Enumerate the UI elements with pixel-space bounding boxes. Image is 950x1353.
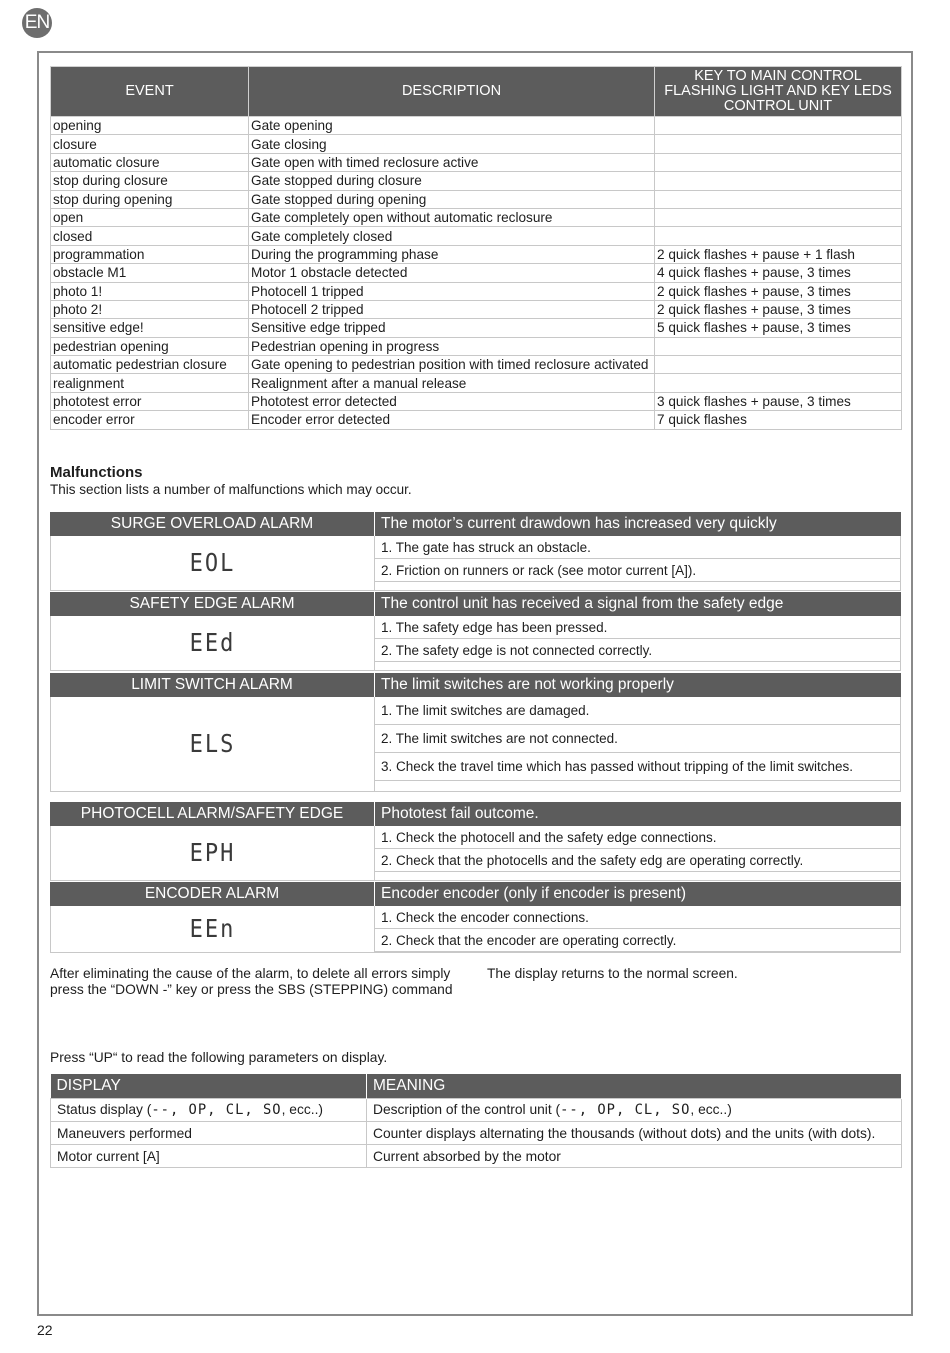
event-cell: programmation <box>51 245 249 263</box>
event-cell: obstacle M1 <box>51 264 249 282</box>
event-cell: closure <box>51 135 249 153</box>
event-cell: automatic closure <box>51 153 249 171</box>
events-table <box>50 66 902 430</box>
key-cell <box>655 374 902 392</box>
alarm-items <box>375 826 900 880</box>
description-cell: Motor 1 obstacle detected <box>249 264 655 282</box>
column-header-meaning: MEANING <box>367 1074 902 1099</box>
reset-result-note: The display returns to the normal screen. <box>487 966 738 981</box>
event-cell: phototest error <box>51 392 249 410</box>
table-row <box>51 135 902 153</box>
alarm-name: PHOTOCELL ALARM/SAFETY EDGE <box>50 802 375 826</box>
description-cell: Gate completely closed <box>249 227 655 245</box>
error-code-display: EEn <box>189 914 236 944</box>
event-cell: automatic pedestrian closure <box>51 356 249 374</box>
table-row <box>51 1145 902 1168</box>
alarm-header <box>50 592 901 616</box>
alarm-body <box>50 536 901 591</box>
error-code-display: EOL <box>189 548 236 578</box>
table-row <box>51 172 902 190</box>
alarm-cause: Phototest fail outcome. <box>375 802 901 826</box>
description-cell: Gate opening <box>249 117 655 135</box>
alarm-body <box>50 826 901 881</box>
display-cell: Maneuvers performed <box>51 1122 367 1145</box>
description-cell: During the programming phase <box>249 245 655 263</box>
key-cell: 5 quick flashes + pause, 3 times <box>655 319 902 337</box>
column-header-description: DESCRIPTION <box>249 67 655 117</box>
description-cell: Gate open with timed reclosure active <box>249 153 655 171</box>
event-cell: photo 1! <box>51 282 249 300</box>
description-cell: Gate stopped during opening <box>249 190 655 208</box>
table-row <box>51 374 902 392</box>
alarm-item: 2. The safety edge is not connected correctly. <box>375 639 900 662</box>
description-cell: Phototest error detected <box>249 392 655 410</box>
alarm-body <box>50 906 901 953</box>
alarm-cause: The motor’s current drawdown has increased very quickly <box>375 512 901 536</box>
alarm-name: ENCODER ALARM <box>50 882 375 906</box>
key-cell <box>655 172 902 190</box>
alarm-item: 1. The limit switches are damaged. <box>375 697 900 725</box>
event-cell: photo 2! <box>51 300 249 318</box>
cell-text: , ecc..) <box>690 1102 732 1117</box>
malfunctions-title: Malfunctions <box>50 464 143 481</box>
event-cell: stop during opening <box>51 190 249 208</box>
cell-text: Status display ( <box>57 1102 152 1117</box>
table-row <box>51 356 902 374</box>
alarm-item: 2. The limit switches are not connected. <box>375 725 900 753</box>
press-up-instruction: Press “UP“ to read the following parameters on display. <box>50 1050 388 1065</box>
table-row <box>51 411 902 429</box>
key-cell: 4 quick flashes + pause, 3 times <box>655 264 902 282</box>
alarm-cause: The control unit has received a signal from the safety edge <box>375 592 901 616</box>
alarm-spacer-row <box>375 872 900 880</box>
alarm-item: 1. Check the encoder connections. <box>375 906 900 929</box>
table-row <box>51 208 902 226</box>
alarm-cause: The limit switches are not working properly <box>375 673 901 697</box>
display-table <box>50 1074 902 1168</box>
alarm-code-cell <box>51 536 375 590</box>
event-cell: realignment <box>51 374 249 392</box>
alarm-name: SAFETY EDGE ALARM <box>50 592 375 616</box>
alarm-item: 1. Check the photocell and the safety edge connections. <box>375 826 900 849</box>
description-cell: Encoder error detected <box>249 411 655 429</box>
event-cell: opening <box>51 117 249 135</box>
table-row <box>51 227 902 245</box>
table-row <box>51 1122 902 1145</box>
alarm-cause: Encoder encoder (only if encoder is present) <box>375 882 901 906</box>
description-cell: Sensitive edge tripped <box>249 319 655 337</box>
alarm-block <box>50 592 901 671</box>
event-cell: closed <box>51 227 249 245</box>
alarm-header <box>50 673 901 697</box>
alarm-header <box>50 802 901 826</box>
event-cell: encoder error <box>51 411 249 429</box>
description-cell: Realignment after a manual release <box>249 374 655 392</box>
alarm-item: 3. Check the travel time which has passed without tripping of the limit switches. <box>375 753 900 781</box>
alarm-spacer-row <box>375 582 900 590</box>
events-table-body <box>51 117 902 430</box>
event-cell: stop during closure <box>51 172 249 190</box>
key-cell: 2 quick flashes + pause + 1 flash <box>655 245 902 263</box>
key-cell <box>655 337 902 355</box>
alarm-block <box>50 882 901 953</box>
meaning-cell <box>367 1099 902 1122</box>
display-cell <box>51 1099 367 1122</box>
key-cell <box>655 190 902 208</box>
description-cell: Pedestrian opening in progress <box>249 337 655 355</box>
table-row <box>51 282 902 300</box>
language-badge: EN <box>22 8 52 38</box>
table-row <box>51 319 902 337</box>
table-row <box>51 117 902 135</box>
alarm-item: 2. Check that the photocells and the safety edg are operating correctly. <box>375 849 900 872</box>
alarm-code-cell <box>51 697 375 791</box>
page-number: 22 <box>37 1322 53 1338</box>
error-code-display: EEd <box>189 628 236 658</box>
table-row <box>51 245 902 263</box>
alarm-item: 2. Friction on runners or rack (see motor current [A]). <box>375 559 900 582</box>
key-cell <box>655 153 902 171</box>
description-cell: Photocell 2 tripped <box>249 300 655 318</box>
alarm-name: LIMIT SWITCH ALARM <box>50 673 375 697</box>
reset-note: After eliminating the cause of the alarm, to delete all errors simply press the “DOWN -” key or press the SBS (STEPPING) command <box>50 966 453 997</box>
cell-text: , ecc..) <box>281 1102 324 1117</box>
alarm-block <box>50 512 901 591</box>
error-code-display: ELS <box>189 729 236 759</box>
status-codes: --, OP, CL, SO <box>560 1102 691 1118</box>
error-code-display: EPH <box>189 838 236 868</box>
description-cell: Gate completely open without automatic reclosure <box>249 208 655 226</box>
column-header-key: KEY TO MAIN CONTROL FLASHING LIGHT AND KEY LEDS CONTROL UNIT <box>655 67 902 117</box>
alarm-spacer-row <box>375 662 900 670</box>
table-row <box>51 264 902 282</box>
alarm-name: SURGE OVERLOAD ALARM <box>50 512 375 536</box>
events-table-header <box>51 67 902 117</box>
cell-text: Description of the control unit ( <box>373 1102 561 1117</box>
table-row <box>51 153 902 171</box>
alarm-block <box>50 673 901 792</box>
event-cell: open <box>51 208 249 226</box>
event-cell: sensitive edge! <box>51 319 249 337</box>
key-cell <box>655 208 902 226</box>
alarm-spacer-row <box>375 781 900 791</box>
meaning-cell: Current absorbed by the motor <box>367 1145 902 1168</box>
malfunctions-subtitle: This section lists a number of malfunctions which may occur. <box>50 482 412 497</box>
description-cell: Photocell 1 tripped <box>249 282 655 300</box>
column-header-event: EVENT <box>51 67 249 117</box>
key-cell: 2 quick flashes + pause, 3 times <box>655 300 902 318</box>
table-row <box>51 300 902 318</box>
alarm-items <box>375 616 900 670</box>
key-cell <box>655 117 902 135</box>
alarm-items <box>375 536 900 590</box>
alarm-code-cell <box>51 906 375 952</box>
alarm-body <box>50 616 901 671</box>
alarm-item: 1. The safety edge has been pressed. <box>375 616 900 639</box>
alarm-item: 1. The gate has struck an obstacle. <box>375 536 900 559</box>
key-cell: 2 quick flashes + pause, 3 times <box>655 282 902 300</box>
alarm-code-cell <box>51 826 375 880</box>
meaning-cell: Counter displays alternating the thousands (without dots) and the units (with dots). <box>367 1122 902 1145</box>
alarm-body <box>50 697 901 792</box>
table-row <box>51 392 902 410</box>
key-cell: 3 quick flashes + pause, 3 times <box>655 392 902 410</box>
table-row <box>51 337 902 355</box>
alarm-header <box>50 882 901 906</box>
key-cell: 7 quick flashes <box>655 411 902 429</box>
alarm-code-cell <box>51 616 375 670</box>
key-cell <box>655 227 902 245</box>
description-cell: Gate closing <box>249 135 655 153</box>
status-codes: --, OP, CL, SO <box>151 1102 282 1118</box>
table-row <box>51 190 902 208</box>
display-table-header <box>51 1074 902 1099</box>
alarm-items <box>375 906 900 952</box>
description-cell: Gate opening to pedestrian position with timed reclosure activated <box>249 356 655 374</box>
event-cell: pedestrian opening <box>51 337 249 355</box>
alarm-items <box>375 697 900 791</box>
description-cell: Gate stopped during closure <box>249 172 655 190</box>
display-cell: Motor current [A] <box>51 1145 367 1168</box>
key-cell <box>655 135 902 153</box>
table-row <box>51 1099 902 1122</box>
alarm-header <box>50 512 901 536</box>
key-cell <box>655 356 902 374</box>
alarm-item: 2. Check that the encoder are operating correctly. <box>375 929 900 952</box>
column-header-display: DISPLAY <box>51 1074 367 1099</box>
alarm-block <box>50 802 901 881</box>
